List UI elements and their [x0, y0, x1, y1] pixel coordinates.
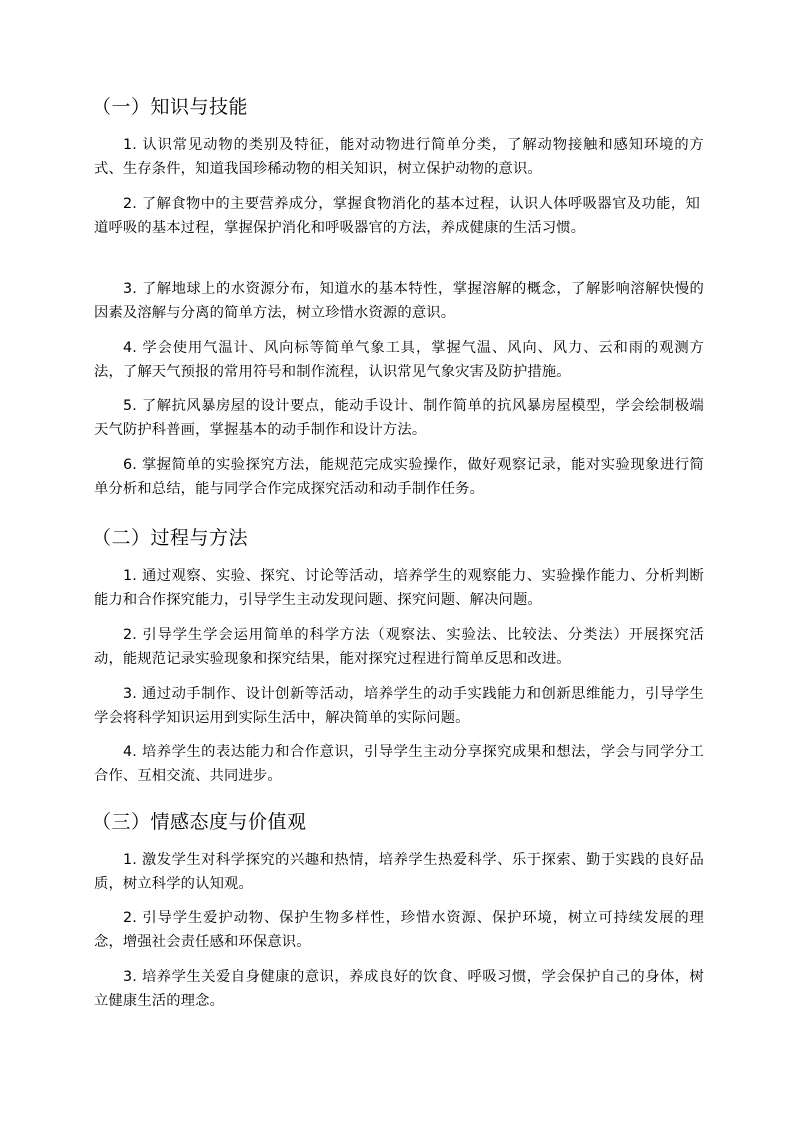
paragraph: 5. 了解抗风暴房屋的设计要点，能动手设计、制作简单的抗风暴房屋模型，学会绘制极端天气防护科普画，掌握基本的动手制作和设计方法。	[94, 398, 704, 438]
paragraph: 3. 通过动手制作、设计创新等活动，培养学生的动手实践能力和创新思维能力，引导学生学会将科学知识运用到实际生活中，解决简单的实际问题。	[94, 686, 704, 726]
paragraph: 2. 引导学生爱护动物、保护生物多样性，珍惜水资源、保护环境，树立可持续发展的理念，增强社会责任感和环保意识。	[94, 910, 704, 950]
section-heading-process-methods: （二）过程与方法	[92, 527, 249, 549]
section-heading-attitudes-values: （三）情感态度与价值观	[92, 811, 307, 833]
paragraph: 1. 通过观察、实验、探究、讨论等活动，培养学生的观察能力、实验操作能力、分析判断能力和合作探究能力，引导学生主动发现问题、探究问题、解决问题。	[94, 568, 704, 608]
paragraph: 4. 培养学生的表达能力和合作意识，引导学生主动分享探究成果和想法，学会与同学分工合作、互相交流、共同进步。	[94, 744, 704, 784]
paragraph: 6. 掌握简单的实验探究方法，能规范完成实验操作，做好观察记录，能对实验现象进行简单分析和总结，能与同学合作完成探究活动和动手制作任务。	[94, 457, 704, 497]
section-heading-knowledge-skills: （一）知识与技能	[92, 96, 249, 118]
paragraph: 2. 了解食物中的主要营养成分，掌握食物消化的基本过程，认识人体呼吸器官及功能，知道呼吸的基本过程，掌握保护消化和呼吸器官的方法，养成健康的生活习惯。	[94, 196, 700, 236]
paragraph: 3. 了解地球上的水资源分布，知道水的基本特性，掌握溶解的概念，了解影响溶解快慢的因素及溶解与分离的简单方法，树立珍惜水资源的意识。	[94, 281, 704, 321]
paragraph: 4. 学会使用气温计、风向标等简单气象工具，掌握气温、风向、风力、云和雨的观测方法，了解天气预报的常用符号和制作流程，认识常见气象灾害及防护措施。	[94, 340, 704, 380]
paragraph: 2. 引导学生学会运用简单的科学方法（观察法、实验法、比较法、分类法）开展探究活动，能规范记录实验现象和探究结果，能对探究过程进行简单反思和改进。	[94, 627, 704, 667]
paragraph: 1. 激发学生对科学探究的兴趣和热情，培养学生热爱科学、乐于探索、勤于实践的良好品质，树立科学的认知观。	[94, 852, 704, 892]
paragraph: 3. 培养学生关爱自身健康的意识，养成良好的饮食、呼吸习惯，学会保护自己的身体，树立健康生活的理念。	[94, 969, 704, 1009]
paragraph: 1. 认识常见动物的类别及特征，能对动物进行简单分类，了解动物接触和感知环境的方式、生存条件，知道我国珍稀动物的相关知识，树立保护动物的意识。	[94, 137, 704, 177]
